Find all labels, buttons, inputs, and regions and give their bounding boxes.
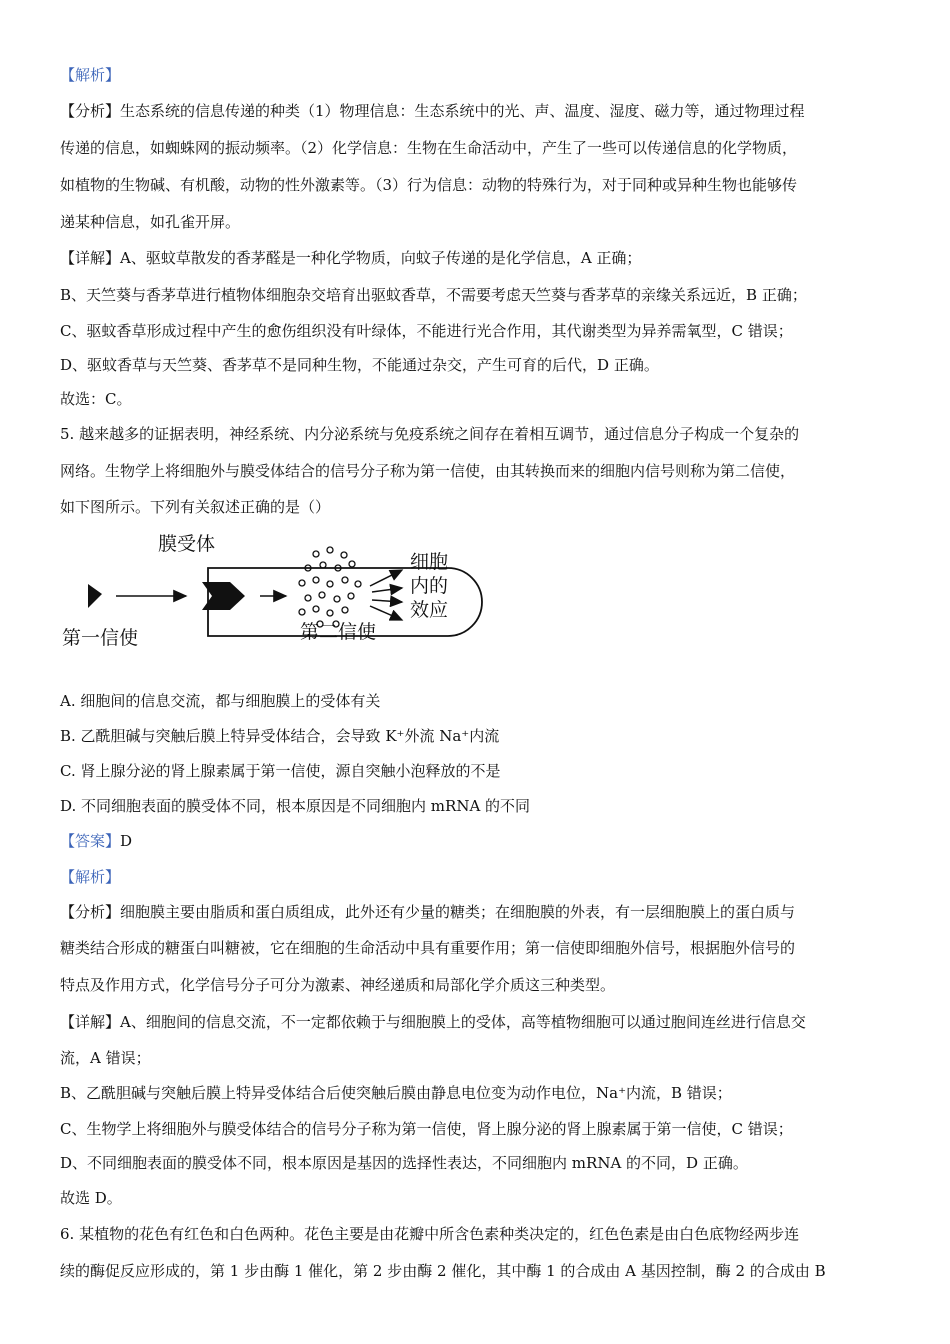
- text-line: C、生物学上将细胞外与膜受体结合的信号分子称为第一信使，肾上腺分泌的肾上腺素属于第一信使，C 错误；: [60, 1120, 793, 1138]
- section-label-analysis: 【解析】: [60, 66, 121, 84]
- text-line: 流，A 错误；: [60, 1049, 151, 1067]
- option-c: C. 肾上腺分泌的肾上腺素属于第一信使，源自突触小泡释放的不是: [60, 762, 501, 780]
- answer-value: D: [120, 832, 133, 850]
- text-line: 递某种信息，如孔雀开屏。: [60, 213, 241, 231]
- text-line: B、天竺葵与香茅草进行植物体细胞杂交培育出驱蚊香草，不需要考虑天竺葵与香茅草的亲缘关系远近，B 正确；: [60, 286, 807, 304]
- label-first-messenger: 第一信使: [62, 627, 139, 649]
- option-b: B. 乙酰胆碱与突触后膜上特异受体结合，会导致 K⁺外流 Na⁺内流: [60, 727, 500, 745]
- option-a: A. 细胞间的信息交流，都与细胞膜上的受体有关: [60, 692, 381, 710]
- question-5-text: 5. 越来越多的证据表明，神经系统、内分泌系统与免疫系统之间存在着相互调节，通过信息分子构成一个复杂的: [60, 425, 800, 443]
- question-5-text: 如下图所示。下列有关叙述正确的是（）: [60, 498, 331, 516]
- text-line: 故选：C。: [60, 390, 132, 408]
- option-d: D. 不同细胞表面的膜受体不同，根本原因是不同细胞内 mRNA 的不同: [60, 797, 531, 815]
- text-line: B、乙酰胆碱与突触后膜上特异受体结合后使突触后膜由静息电位变为动作电位，Na⁺内流，B 错误；: [60, 1084, 732, 1102]
- question-6-text: 6. 某植物的花色有红色和白色两种。花色主要是由花瓣中所含色素种类决定的，红色色素是由白色底物经两步连: [60, 1225, 800, 1243]
- answer-line: 【答案】D: [60, 832, 133, 850]
- text-line: 糖类结合形成的糖蛋白叫糖被，它在细胞的生命活动中具有重要作用；第一信使即细胞外信号，根据胞外信号的: [60, 939, 796, 957]
- text-line: 【分析】生态系统的信息传递的种类（1）物理信息：生态系统中的光、声、温度、湿度、磁力等，通过物理过程: [60, 102, 805, 120]
- label-effect-line-3: 效应: [410, 599, 449, 621]
- label-effect-line-2: 内的: [410, 575, 449, 597]
- text-line: C、驱蚊香草形成过程中产生的愈伤组织没有叶绿体，不能进行光合作用，其代谢类型为异养需氧型，C 错误；: [60, 322, 793, 340]
- question-6-text: 续的酶促反应形成的，第 1 步由酶 1 催化，第 2 步由酶 2 催化，其中酶 1 的合成由 A 基因控制，酶 2 的合成由 B: [60, 1262, 826, 1280]
- text-line: 如植物的生物碱、有机酸，动物的性外激素等。（3）行为信息：动物的特殊行为，对于同种或异种生物也能够传: [60, 176, 798, 194]
- label-membrane-receptor: 膜受体: [158, 533, 216, 555]
- text-line: 传递的信息，如蜘蛛网的振动频率。（2）化学信息：生物在生命活动中，产生了一些可以传递信息的化学物质，: [60, 139, 798, 157]
- text-line: D、驱蚊香草与天竺葵、香茅草不是同种生物，不能通过杂交，产生可育的后代，D 正确。: [60, 356, 659, 374]
- text-line: D、不同细胞表面的膜受体不同，根本原因是基因的选择性表达，不同细胞内 mRNA 的不同，D 正确。: [60, 1154, 748, 1172]
- label-effect-line-1: 细胞: [410, 551, 449, 573]
- text-line: 特点及作用方式，化学信号分子可分为激素、神经递质和局部化学介质这三种类型。: [60, 976, 616, 994]
- arrow: [372, 600, 402, 602]
- label-second-messenger: 第二信使: [300, 621, 377, 643]
- arrow: [372, 588, 402, 592]
- second-messenger-dots: [299, 547, 361, 627]
- first-messenger-shape: [88, 584, 102, 608]
- text-line: 故选 D。: [60, 1189, 122, 1207]
- section-label-analysis: 【解析】: [60, 868, 121, 886]
- arrow: [370, 570, 402, 586]
- signal-messenger-diagram: [58, 528, 498, 678]
- text-line: 【详解】A、驱蚊草散发的香茅醛是一种化学物质，向蚊子传递的是化学信息，A 正确；: [60, 249, 642, 267]
- text-line: 【详解】A、细胞间的信息交流，不一定都依赖于与细胞膜上的受体，高等植物细胞可以通过胞间连丝进行信息交: [60, 1013, 806, 1031]
- question-5-text: 网络。生物学上将细胞外与膜受体结合的信号分子称为第一信使，由其转换而来的细胞内信号则称为第二信使，: [60, 462, 796, 480]
- arrow: [370, 606, 402, 620]
- text-line: 【分析】细胞膜主要由脂质和蛋白质组成，此外还有少量的糖类；在细胞膜的外表，有一层细胞膜上的蛋白质与: [60, 903, 796, 921]
